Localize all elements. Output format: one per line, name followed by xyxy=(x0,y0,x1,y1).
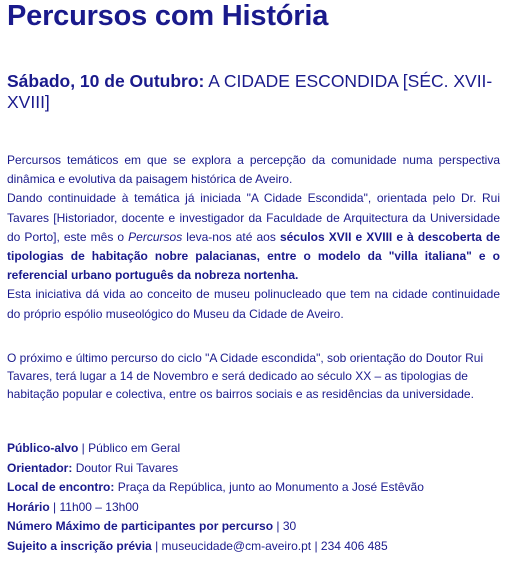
intro-paragraph-3: Esta iniciativa dá vida ao conceito de museu polinucleado que tem na cidade continuidade do próprio espólio museológico do Museu da Cidade de Aveiro. xyxy=(7,287,500,321)
intro-text xyxy=(7,151,500,324)
info-separator: | xyxy=(49,499,60,514)
intro-p2-text-b: leva-nos até aos xyxy=(182,229,280,244)
info-row-registration xyxy=(7,537,500,557)
info-label: Número Máximo de participantes por percurso xyxy=(7,519,274,534)
info-row-schedule xyxy=(7,498,500,518)
info-row-guide xyxy=(7,459,500,479)
info-row-meeting-place xyxy=(7,478,500,498)
event-heading xyxy=(7,71,501,113)
info-separator: | xyxy=(273,519,283,534)
intro-p2-bold: séculos XVII e XVIII e à descoberta de tipologias de habitação nobre palacianas, entre o modelo da "villa italiana" e o referencial urbano português da nobreza nortenha. xyxy=(7,229,500,283)
info-label: Local de encontro: xyxy=(7,480,115,495)
info-label: Sujeito a inscrição prévia xyxy=(7,538,152,553)
info-label: Horário xyxy=(7,499,50,514)
info-row-max-participants xyxy=(7,517,500,537)
info-value: 11h00 – 13h00 xyxy=(59,499,139,514)
info-value: Público em Geral xyxy=(88,441,181,455)
info-label: Orientador: xyxy=(7,460,73,475)
intro-p2-text-a: Dando continuidade à temática já iniciada "A Cidade Escondida", orientada pelo Dr. Rui Tavares [Historiador, docente e investigador da Faculdade de Arquitectura da Universidade do Porto], este mês o xyxy=(7,191,500,244)
event-name: A CIDADE ESCONDIDA [SÉC. XVII-XVIII] xyxy=(7,71,493,112)
next-event-paragraph: O próximo e último percurso do ciclo "A Cidade escondida", sob orientação do Doutor Rui Tavares, terá lugar a 14 de Novembro e será dedicado ao século XX – as tipologias de habitação popular e colectiva, entre os bairros sociais e as residências da universidade. xyxy=(7,351,484,401)
info-label: Público-alvo xyxy=(7,441,79,455)
info-value: 30 xyxy=(282,519,297,534)
info-value: Praça da República, junto ao Monumento a José Estêvão xyxy=(117,480,424,495)
info-row-audience xyxy=(7,439,500,459)
event-date: Sábado, 10 de Outubro: xyxy=(7,71,205,91)
intro-p2-italic: Percursos xyxy=(128,229,183,244)
intro-paragraph-2 xyxy=(7,189,500,285)
page-title: Percursos com História xyxy=(7,0,329,32)
info-separator: | xyxy=(78,441,89,455)
intro-paragraph-1: Percursos temáticos em que se explora a percepção da comunidade numa perspectiva dinâmica e evolutiva da paisagem histórica de Aveiro. xyxy=(7,153,500,187)
event-info xyxy=(7,439,500,557)
info-value: Doutor Rui Tavares xyxy=(75,460,179,475)
info-separator: | xyxy=(151,538,162,553)
info-value: museucidade@cm-aveiro.pt | 234 406 485 xyxy=(161,538,388,553)
